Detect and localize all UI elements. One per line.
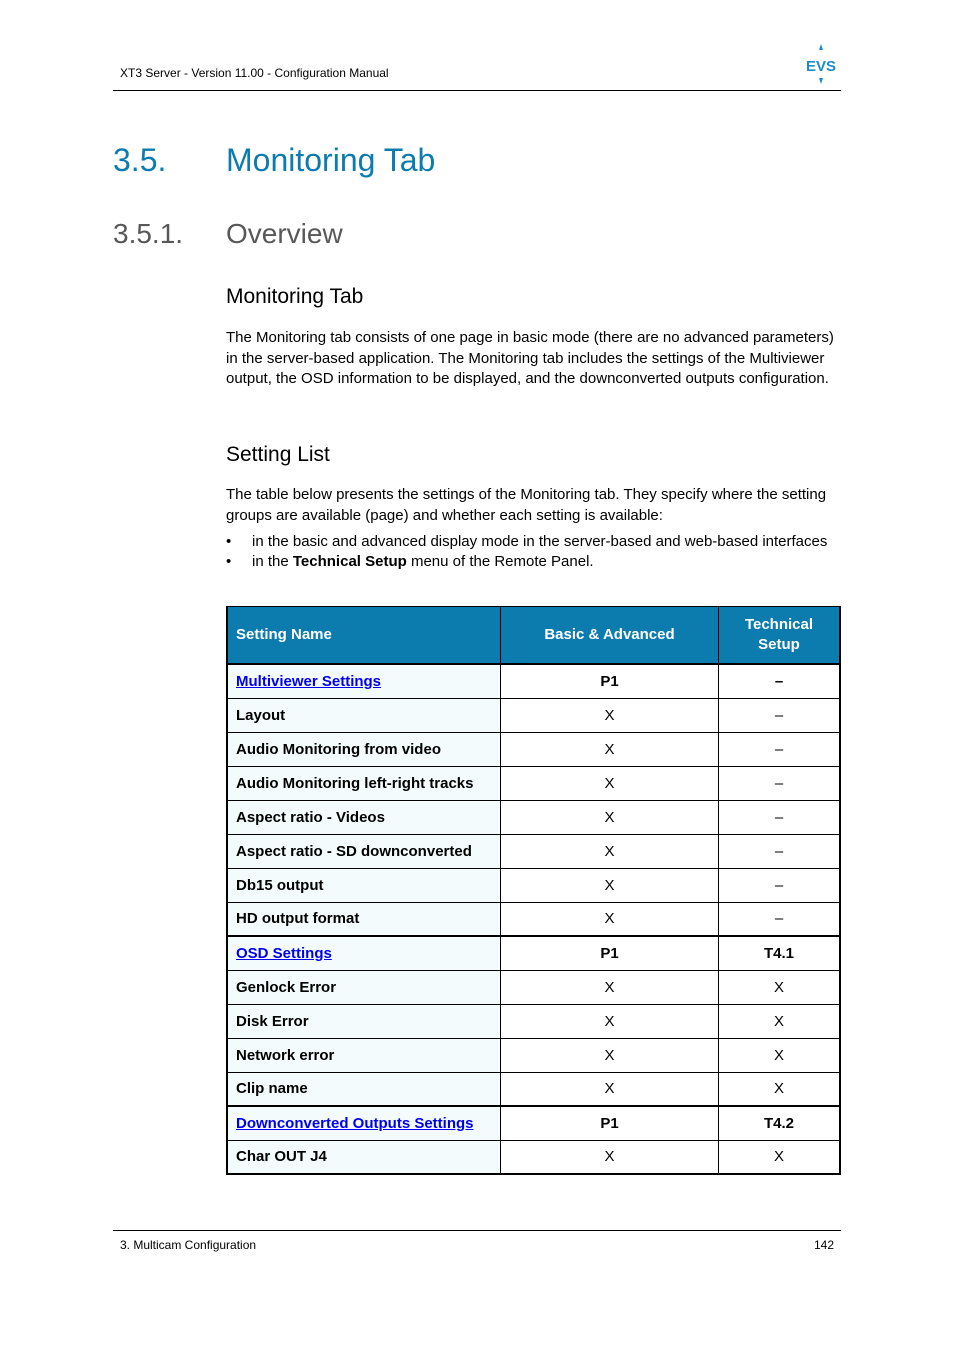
setting-name-cell: Disk Error — [227, 1004, 501, 1038]
table-row — [227, 1004, 840, 1038]
logo-text: EVS — [805, 58, 837, 75]
table-row — [227, 800, 840, 834]
osd-settings-link[interactable]: OSD Settings — [236, 944, 332, 962]
setting-list-heading: Setting List — [226, 443, 330, 466]
basic-advanced-cell: P1 — [501, 664, 719, 698]
table-row-group — [227, 936, 840, 970]
table-row — [227, 1038, 840, 1072]
subsection-number: 3.5.1. — [113, 218, 184, 249]
table-row — [227, 834, 840, 868]
technical-setup-cell: T4.2 — [719, 1106, 841, 1140]
bullet-icon: • — [226, 552, 232, 570]
table-row — [227, 698, 840, 732]
settings-table — [226, 606, 841, 1175]
bullet-text-prefix: in the — [252, 552, 293, 570]
table-row — [227, 732, 840, 766]
basic-advanced-cell: X — [501, 970, 719, 1004]
monitoring-tab-paragraph: The Monitoring tab consists of one page in basic mode (there are no advanced parameters) in the server-based application. The Monitoring tab includes the settings of the Multiviewer output, the OSD information to be displayed, and the downconverted outputs configuration. — [226, 329, 834, 387]
column-header-basic-advanced: Basic & Advanced — [501, 607, 719, 665]
subsection-title: Overview — [226, 218, 343, 249]
list-item — [226, 552, 856, 572]
basic-advanced-cell: X — [501, 1004, 719, 1038]
setting-name-cell: Db15 output — [227, 868, 501, 902]
setting-name-cell: Genlock Error — [227, 970, 501, 1004]
footer-rule — [113, 1230, 841, 1231]
availability-list — [226, 532, 856, 571]
header-title: XT3 Server - Version 11.00 - Configuration Manual — [120, 66, 389, 80]
multiviewer-settings-link[interactable]: Multiviewer Settings — [236, 672, 382, 690]
table-row — [227, 1072, 840, 1106]
section-title: Monitoring Tab — [226, 142, 436, 178]
basic-advanced-cell: X — [501, 698, 719, 732]
bullet-icon: • — [226, 533, 232, 550]
setting-name-cell: Network error — [227, 1038, 501, 1072]
technical-setup-cell: X — [719, 1004, 841, 1038]
bullet-text-suffix: menu of the Remote Panel. — [406, 552, 594, 570]
technical-setup-cell: T4.1 — [719, 936, 841, 970]
table-row — [227, 970, 840, 1004]
table-header-row — [227, 607, 840, 665]
table-row — [227, 868, 840, 902]
technical-setup-cell: – — [719, 766, 841, 800]
table-row-group — [227, 664, 840, 698]
setting-name-cell: Audio Monitoring from video — [227, 732, 501, 766]
technical-setup-cell: X — [719, 970, 841, 1004]
basic-advanced-cell: X — [501, 1140, 719, 1174]
basic-advanced-cell: P1 — [501, 936, 719, 970]
setting-name-cell: Clip name — [227, 1072, 501, 1106]
technical-setup-cell: – — [719, 732, 841, 766]
basic-advanced-cell: P1 — [501, 1106, 719, 1140]
subsection-heading — [113, 218, 343, 250]
basic-advanced-cell: X — [501, 868, 719, 902]
page-number: 142 — [813, 1238, 834, 1252]
bullet-text: in the basic and advanced display mode in the server-based and web-based interfaces — [252, 533, 828, 550]
table-row-group — [227, 1106, 840, 1140]
basic-advanced-cell: X — [501, 834, 719, 868]
technical-setup-cell: – — [719, 902, 841, 936]
technical-setup-cell: – — [719, 698, 841, 732]
basic-advanced-cell: X — [501, 902, 719, 936]
section-heading — [113, 142, 436, 179]
header-rule — [113, 90, 841, 91]
setting-name-cell: Char OUT J4 — [227, 1140, 501, 1174]
setting-name-cell: Audio Monitoring left-right tracks — [227, 766, 501, 800]
technical-setup-cell: X — [719, 1072, 841, 1106]
evs-logo — [804, 44, 838, 84]
section-number: 3.5. — [113, 142, 167, 178]
column-header-setting-name: Setting Name — [227, 607, 501, 665]
table-row — [227, 1140, 840, 1174]
technical-setup-cell: – — [719, 868, 841, 902]
technical-setup-cell: X — [719, 1140, 841, 1174]
setting-name-cell: Aspect ratio - SD downconverted — [227, 834, 501, 868]
column-header-technical-setup: Technical Setup — [719, 607, 841, 665]
list-item — [226, 532, 856, 552]
basic-advanced-cell: X — [501, 800, 719, 834]
table-row — [227, 902, 840, 936]
technical-setup-term: Technical Setup — [292, 552, 407, 570]
table-row — [227, 766, 840, 800]
technical-setup-cell: – — [719, 834, 841, 868]
basic-advanced-cell: X — [501, 732, 719, 766]
setting-name-cell: Layout — [227, 698, 501, 732]
technical-setup-cell: – — [719, 800, 841, 834]
setting-name-cell: Aspect ratio - Videos — [227, 800, 501, 834]
downconverted-outputs-settings-link[interactable]: Downconverted Outputs Settings — [236, 1114, 474, 1132]
footer-chapter: 3. Multicam Configuration — [120, 1238, 257, 1252]
technical-setup-cell: – — [719, 664, 841, 698]
setting-name-cell: HD output format — [227, 902, 501, 936]
basic-advanced-cell: X — [501, 1038, 719, 1072]
basic-advanced-cell: X — [501, 766, 719, 800]
setting-list-paragraph: The table below presents the settings of the Monitoring tab. They specify where the setting groups are available (page) and whether each setting is available: — [226, 486, 827, 524]
technical-setup-cell: X — [719, 1038, 841, 1072]
monitoring-tab-heading: Monitoring Tab — [226, 285, 364, 308]
basic-advanced-cell: X — [501, 1072, 719, 1106]
